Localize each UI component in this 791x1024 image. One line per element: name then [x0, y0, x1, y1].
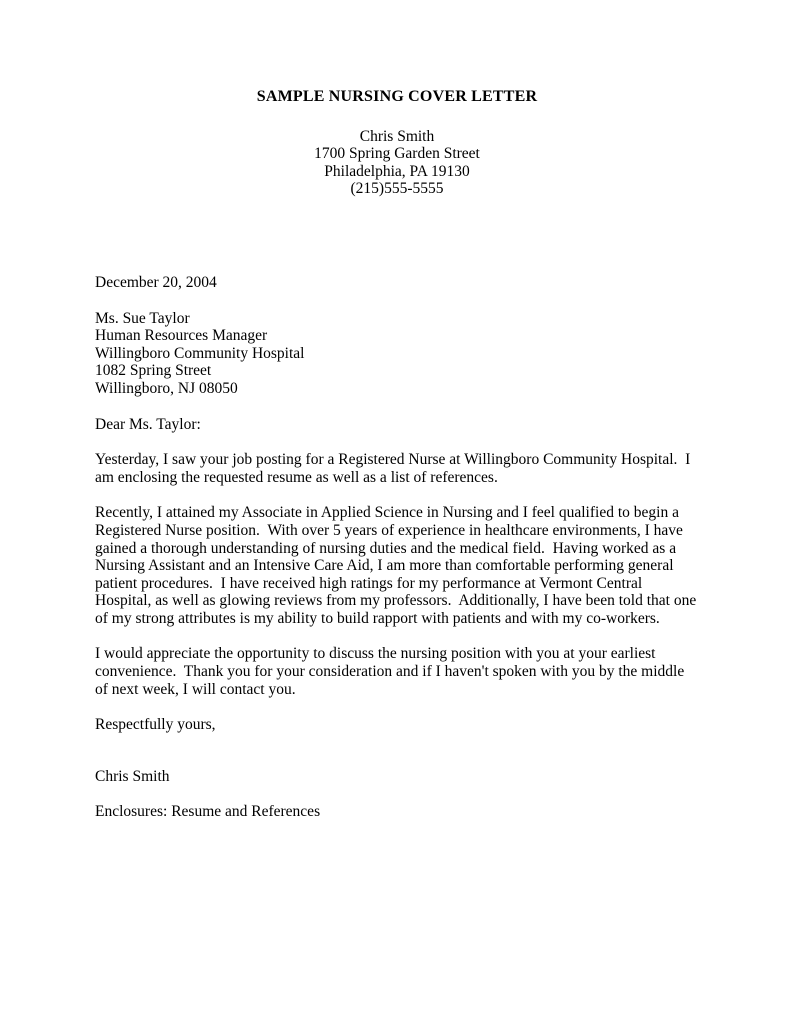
recipient-title: Human Resources Manager — [95, 327, 268, 345]
signature-name: Chris Smith — [95, 767, 170, 785]
sender-city-state-zip: Philadelphia, PA 19130 — [324, 162, 470, 180]
letter-date: December 20, 2004 — [95, 273, 217, 291]
body-paragraph-2: Recently, I attained my Associate in Applied Science in Nursing and I feel qualified to begin a Registered Nurse position. With over 5 years of experience in healthcare environments, I have gained a thorough understanding of nursing duties and the medical field. Having worked as a Nursing Assistant and an Intensive Care Aid, I am more than comfortable performing general patient procedures. I have received high ratings for my performance at Vermont Central Hospital, as well as glowing reviews from my professors. Additionally, I have been told that one of my strong attributes is my ability to build rapport with patients and with my co-workers. — [95, 504, 701, 627]
sender-address-block — [95, 128, 699, 198]
sender-name: Chris Smith — [359, 127, 435, 145]
recipient-street: 1082 Spring Street — [95, 362, 212, 380]
enclosures-line: Enclosures: Resume and References — [95, 803, 321, 821]
body-paragraph-3: I would appreciate the opportunity to discuss the nursing position with you at your earliest convenience. Thank you for your consideration and if I haven't spoken with you by the middle of next week, I will contact you. — [95, 645, 689, 698]
recipient-address-block — [95, 310, 699, 398]
recipient-city-state-zip: Willingboro, NJ 08050 — [95, 379, 238, 397]
body-paragraph-1: Yesterday, I saw your job posting for a Registered Nurse at Willingboro Community Hospital. I am enclosing the requested resume as well as a list of references. — [95, 451, 695, 486]
document-title: SAMPLE NURSING COVER LETTER — [256, 88, 538, 105]
sender-street: 1700 Spring Garden Street — [314, 145, 480, 163]
complimentary-closing: Respectfully yours, — [95, 716, 216, 734]
recipient-name: Ms. Sue Taylor — [95, 309, 190, 327]
salutation: Dear Ms. Taylor: — [95, 415, 201, 433]
recipient-organization: Willingboro Community Hospital — [95, 344, 305, 362]
sender-phone: (215)555-5555 — [350, 180, 444, 198]
